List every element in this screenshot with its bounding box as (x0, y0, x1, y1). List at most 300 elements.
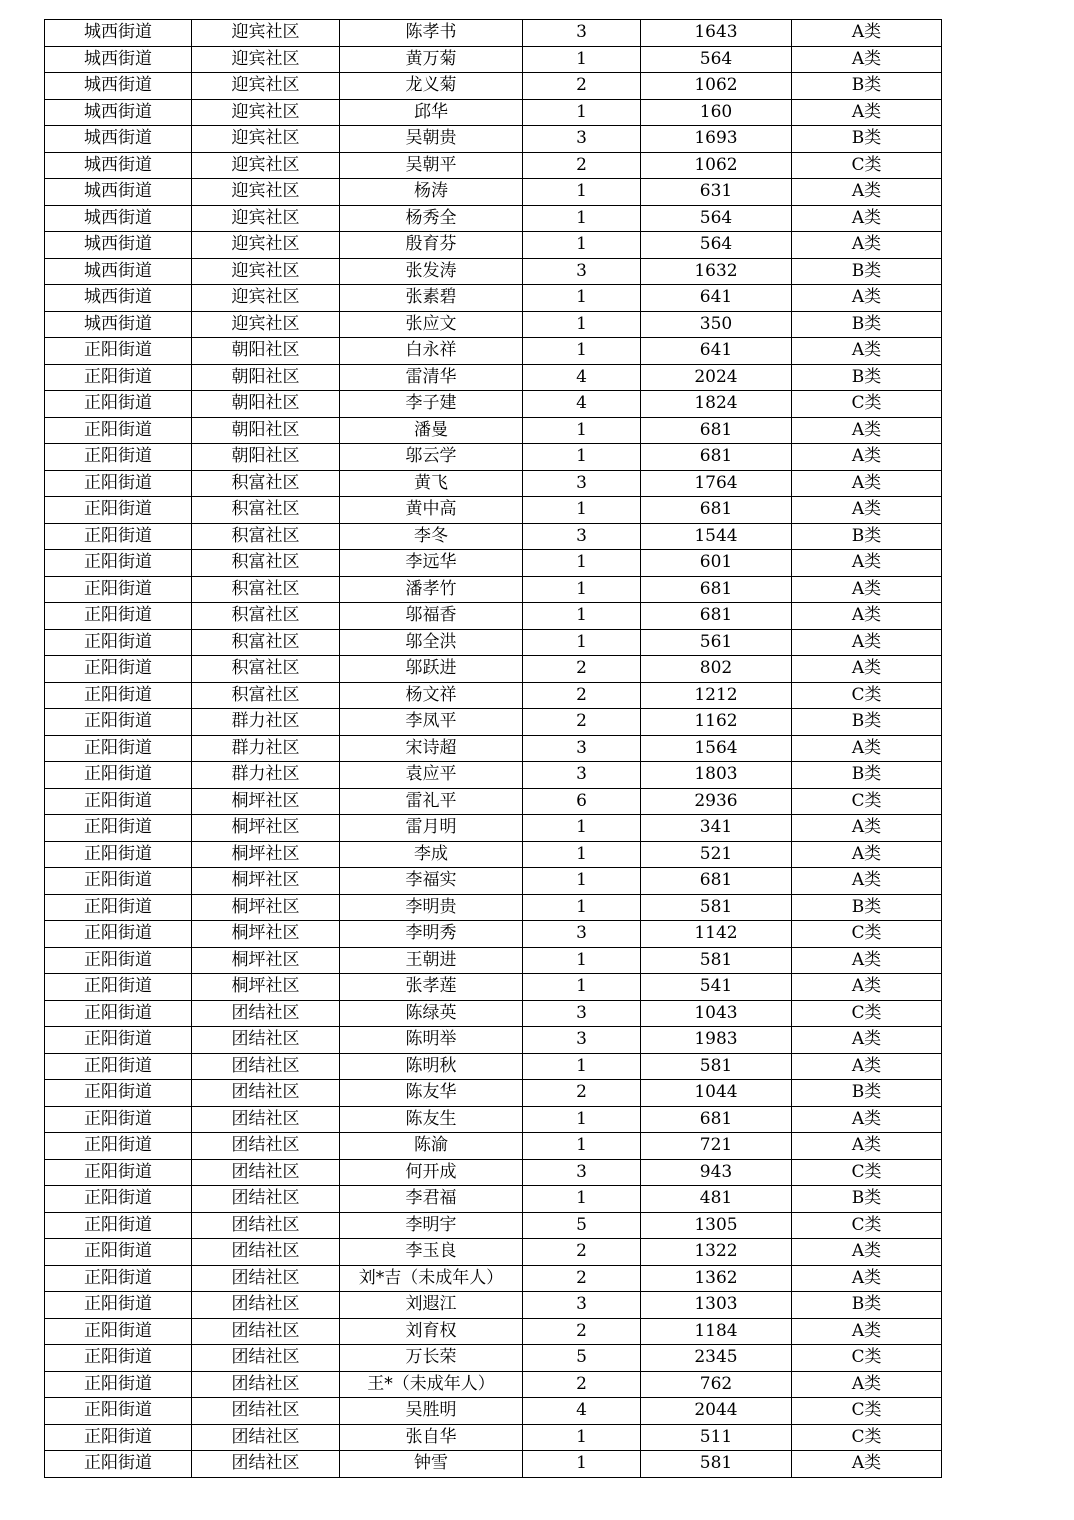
community-cell: 群力社区 (192, 735, 340, 762)
street-cell: 正阳街道 (45, 523, 192, 550)
amount-cell: 1212 (641, 682, 792, 709)
table-row (45, 1451, 942, 1478)
street-cell: 城西街道 (45, 20, 192, 47)
community-cell: 朝阳社区 (192, 444, 340, 471)
household-count-cell: 1 (523, 841, 641, 868)
household-count-cell: 1 (523, 974, 641, 1001)
street-cell: 正阳街道 (45, 1424, 192, 1451)
amount-cell: 681 (641, 497, 792, 524)
name-cell: 刘育权 (340, 1318, 523, 1345)
name-cell: 雷礼平 (340, 788, 523, 815)
household-count-cell: 1 (523, 894, 641, 921)
household-count-cell: 1 (523, 205, 641, 232)
category-cell: B类 (792, 258, 942, 285)
table-row (45, 232, 942, 259)
household-count-cell: 1 (523, 46, 641, 73)
name-cell: 邬跃进 (340, 656, 523, 683)
category-cell: A类 (792, 338, 942, 365)
name-cell: 白永祥 (340, 338, 523, 365)
amount-cell: 1062 (641, 73, 792, 100)
category-cell: B类 (792, 126, 942, 153)
street-cell: 正阳街道 (45, 391, 192, 418)
name-cell: 刘遐江 (340, 1292, 523, 1319)
name-cell: 王*（未成年人） (340, 1371, 523, 1398)
household-count-cell: 3 (523, 1159, 641, 1186)
community-cell: 迎宾社区 (192, 73, 340, 100)
amount-cell: 601 (641, 550, 792, 577)
table-row (45, 470, 942, 497)
household-count-cell: 1 (523, 179, 641, 206)
category-cell: A类 (792, 1318, 942, 1345)
name-cell: 雷清华 (340, 364, 523, 391)
table-row (45, 709, 942, 736)
category-cell: B类 (792, 1292, 942, 1319)
table-row (45, 205, 942, 232)
community-cell: 团结社区 (192, 1133, 340, 1160)
amount-cell: 1184 (641, 1318, 792, 1345)
community-cell: 桐坪社区 (192, 841, 340, 868)
category-cell: A类 (792, 1133, 942, 1160)
amount-cell: 564 (641, 46, 792, 73)
household-count-cell: 1 (523, 815, 641, 842)
street-cell: 正阳街道 (45, 921, 192, 948)
name-cell: 邬云学 (340, 444, 523, 471)
household-count-cell: 3 (523, 1027, 641, 1054)
category-cell: B类 (792, 73, 942, 100)
name-cell: 王朝进 (340, 947, 523, 974)
category-cell: A类 (792, 1106, 942, 1133)
category-cell: C类 (792, 152, 942, 179)
street-cell: 正阳街道 (45, 682, 192, 709)
category-cell: B类 (792, 364, 942, 391)
household-count-cell: 1 (523, 417, 641, 444)
street-cell: 正阳街道 (45, 762, 192, 789)
household-count-cell: 1 (523, 1186, 641, 1213)
amount-cell: 681 (641, 417, 792, 444)
category-cell: A类 (792, 868, 942, 895)
community-cell: 积富社区 (192, 497, 340, 524)
community-cell: 团结社区 (192, 1027, 340, 1054)
community-cell: 迎宾社区 (192, 99, 340, 126)
community-cell: 迎宾社区 (192, 258, 340, 285)
street-cell: 城西街道 (45, 46, 192, 73)
household-count-cell: 6 (523, 788, 641, 815)
household-count-cell: 1 (523, 444, 641, 471)
name-cell: 李冬 (340, 523, 523, 550)
category-cell: B类 (792, 709, 942, 736)
street-cell: 正阳街道 (45, 629, 192, 656)
household-count-cell: 1 (523, 1106, 641, 1133)
street-cell: 正阳街道 (45, 603, 192, 630)
amount-cell: 943 (641, 1159, 792, 1186)
amount-cell: 681 (641, 603, 792, 630)
community-cell: 团结社区 (192, 1186, 340, 1213)
table-row (45, 1080, 942, 1107)
household-count-cell: 1 (523, 99, 641, 126)
street-cell: 正阳街道 (45, 1318, 192, 1345)
category-cell: C类 (792, 788, 942, 815)
amount-cell: 762 (641, 1371, 792, 1398)
community-cell: 团结社区 (192, 1371, 340, 1398)
household-count-cell: 2 (523, 709, 641, 736)
household-count-cell: 3 (523, 735, 641, 762)
amount-cell: 1044 (641, 1080, 792, 1107)
name-cell: 陈孝书 (340, 20, 523, 47)
household-count-cell: 1 (523, 603, 641, 630)
household-count-cell: 2 (523, 656, 641, 683)
amount-cell: 160 (641, 99, 792, 126)
household-count-cell: 4 (523, 1398, 641, 1425)
table-row (45, 364, 942, 391)
name-cell: 张发涛 (340, 258, 523, 285)
amount-cell: 681 (641, 1106, 792, 1133)
table-row (45, 152, 942, 179)
amount-cell: 581 (641, 894, 792, 921)
category-cell: A类 (792, 99, 942, 126)
street-cell: 正阳街道 (45, 1292, 192, 1319)
category-cell: A类 (792, 815, 942, 842)
street-cell: 正阳街道 (45, 974, 192, 1001)
name-cell: 万长荣 (340, 1345, 523, 1372)
category-cell: A类 (792, 417, 942, 444)
name-cell: 潘孝竹 (340, 576, 523, 603)
category-cell: C类 (792, 1398, 942, 1425)
name-cell: 杨涛 (340, 179, 523, 206)
street-cell: 城西街道 (45, 99, 192, 126)
street-cell: 正阳街道 (45, 1133, 192, 1160)
street-cell: 正阳街道 (45, 550, 192, 577)
category-cell: B类 (792, 523, 942, 550)
name-cell: 李明宇 (340, 1212, 523, 1239)
community-cell: 团结社区 (192, 1053, 340, 1080)
name-cell: 龙义菊 (340, 73, 523, 100)
category-cell: C类 (792, 1212, 942, 1239)
table-row (45, 417, 942, 444)
name-cell: 刘*吉（未成年人） (340, 1265, 523, 1292)
community-cell: 迎宾社区 (192, 126, 340, 153)
street-cell: 正阳街道 (45, 1106, 192, 1133)
table-row (45, 603, 942, 630)
household-count-cell: 2 (523, 1239, 641, 1266)
category-cell: A类 (792, 947, 942, 974)
table-row (45, 762, 942, 789)
amount-cell: 1142 (641, 921, 792, 948)
street-cell: 正阳街道 (45, 735, 192, 762)
category-cell: A类 (792, 656, 942, 683)
amount-cell: 641 (641, 338, 792, 365)
street-cell: 城西街道 (45, 179, 192, 206)
table-row (45, 46, 942, 73)
name-cell: 李远华 (340, 550, 523, 577)
name-cell: 陈渝 (340, 1133, 523, 1160)
name-cell: 张素碧 (340, 285, 523, 312)
community-cell: 桐坪社区 (192, 921, 340, 948)
category-cell: B类 (792, 894, 942, 921)
household-count-cell: 2 (523, 1371, 641, 1398)
amount-cell: 1062 (641, 152, 792, 179)
street-cell: 正阳街道 (45, 1239, 192, 1266)
household-count-cell: 3 (523, 470, 641, 497)
community-cell: 迎宾社区 (192, 20, 340, 47)
amount-cell: 1693 (641, 126, 792, 153)
name-cell: 李君福 (340, 1186, 523, 1213)
category-cell: B类 (792, 1186, 942, 1213)
community-cell: 积富社区 (192, 523, 340, 550)
name-cell: 李凤平 (340, 709, 523, 736)
street-cell: 正阳街道 (45, 709, 192, 736)
category-cell: A类 (792, 735, 942, 762)
name-cell: 黄万菊 (340, 46, 523, 73)
category-cell: A类 (792, 576, 942, 603)
table-row (45, 682, 942, 709)
amount-cell: 681 (641, 868, 792, 895)
amount-cell: 1362 (641, 1265, 792, 1292)
street-cell: 正阳街道 (45, 338, 192, 365)
table-row (45, 1318, 942, 1345)
amount-cell: 1764 (641, 470, 792, 497)
name-cell: 吴朝贵 (340, 126, 523, 153)
table-row (45, 1027, 942, 1054)
household-count-cell: 2 (523, 1318, 641, 1345)
name-cell: 李明秀 (340, 921, 523, 948)
household-count-cell: 3 (523, 1000, 641, 1027)
street-cell: 正阳街道 (45, 1080, 192, 1107)
category-cell: C类 (792, 1345, 942, 1372)
table-row (45, 311, 942, 338)
amount-cell: 1043 (641, 1000, 792, 1027)
community-cell: 迎宾社区 (192, 205, 340, 232)
amount-cell: 681 (641, 444, 792, 471)
table-row (45, 1398, 942, 1425)
name-cell: 宋诗超 (340, 735, 523, 762)
community-cell: 团结社区 (192, 1000, 340, 1027)
street-cell: 正阳街道 (45, 1027, 192, 1054)
amount-cell: 581 (641, 947, 792, 974)
community-cell: 朝阳社区 (192, 338, 340, 365)
household-count-cell: 2 (523, 73, 641, 100)
community-cell: 团结社区 (192, 1212, 340, 1239)
street-cell: 正阳街道 (45, 1159, 192, 1186)
household-count-cell: 3 (523, 1292, 641, 1319)
category-cell: A类 (792, 550, 942, 577)
amount-cell: 1983 (641, 1027, 792, 1054)
table-row (45, 444, 942, 471)
category-cell: A类 (792, 629, 942, 656)
category-cell: C类 (792, 391, 942, 418)
name-cell: 杨秀全 (340, 205, 523, 232)
category-cell: A类 (792, 470, 942, 497)
table-row (45, 1106, 942, 1133)
name-cell: 陈友生 (340, 1106, 523, 1133)
name-cell: 邬全洪 (340, 629, 523, 656)
household-count-cell: 1 (523, 629, 641, 656)
household-count-cell: 1 (523, 1133, 641, 1160)
table-row (45, 841, 942, 868)
household-count-cell: 1 (523, 338, 641, 365)
household-count-cell: 3 (523, 126, 641, 153)
category-cell: A类 (792, 1265, 942, 1292)
table-row (45, 497, 942, 524)
name-cell: 吴朝平 (340, 152, 523, 179)
street-cell: 正阳街道 (45, 841, 192, 868)
category-cell: C类 (792, 1000, 942, 1027)
community-cell: 桐坪社区 (192, 788, 340, 815)
amount-cell: 564 (641, 232, 792, 259)
community-cell: 积富社区 (192, 550, 340, 577)
category-cell: A类 (792, 1239, 942, 1266)
category-cell: A类 (792, 179, 942, 206)
name-cell: 李明贵 (340, 894, 523, 921)
community-cell: 团结社区 (192, 1106, 340, 1133)
amount-cell: 1803 (641, 762, 792, 789)
table-row (45, 947, 942, 974)
household-count-cell: 3 (523, 20, 641, 47)
category-cell: B类 (792, 762, 942, 789)
community-cell: 迎宾社区 (192, 152, 340, 179)
table-row (45, 285, 942, 312)
table-row (45, 1186, 942, 1213)
name-cell: 潘曼 (340, 417, 523, 444)
table-row (45, 126, 942, 153)
street-cell: 正阳街道 (45, 788, 192, 815)
amount-cell: 341 (641, 815, 792, 842)
name-cell: 陈明举 (340, 1027, 523, 1054)
community-cell: 团结社区 (192, 1239, 340, 1266)
street-cell: 正阳街道 (45, 1053, 192, 1080)
table-row (45, 99, 942, 126)
amount-cell: 1544 (641, 523, 792, 550)
category-cell: B类 (792, 1080, 942, 1107)
community-cell: 积富社区 (192, 603, 340, 630)
table-row (45, 1133, 942, 1160)
table-row (45, 629, 942, 656)
name-cell: 邱华 (340, 99, 523, 126)
table-row (45, 1159, 942, 1186)
amount-cell: 2024 (641, 364, 792, 391)
community-cell: 团结社区 (192, 1265, 340, 1292)
amount-cell: 681 (641, 576, 792, 603)
community-cell: 朝阳社区 (192, 391, 340, 418)
household-count-cell: 1 (523, 232, 641, 259)
household-count-cell: 5 (523, 1345, 641, 1372)
community-cell: 迎宾社区 (192, 285, 340, 312)
amount-cell: 561 (641, 629, 792, 656)
community-cell: 迎宾社区 (192, 311, 340, 338)
name-cell: 钟雪 (340, 1451, 523, 1478)
street-cell: 正阳街道 (45, 1451, 192, 1478)
category-cell: B类 (792, 311, 942, 338)
name-cell: 李福实 (340, 868, 523, 895)
amount-cell: 511 (641, 1424, 792, 1451)
community-cell: 群力社区 (192, 762, 340, 789)
table-row (45, 550, 942, 577)
community-cell: 朝阳社区 (192, 364, 340, 391)
category-cell: C类 (792, 1424, 942, 1451)
amount-cell: 1643 (641, 20, 792, 47)
household-count-cell: 5 (523, 1212, 641, 1239)
table-row (45, 20, 942, 47)
category-cell: A类 (792, 974, 942, 1001)
household-count-cell: 3 (523, 258, 641, 285)
table-row (45, 391, 942, 418)
street-cell: 正阳街道 (45, 815, 192, 842)
household-count-cell: 1 (523, 868, 641, 895)
household-count-cell: 1 (523, 1424, 641, 1451)
amount-cell: 721 (641, 1133, 792, 1160)
name-cell: 杨文祥 (340, 682, 523, 709)
category-cell: C类 (792, 682, 942, 709)
category-cell: C类 (792, 921, 942, 948)
data-table (44, 19, 942, 1478)
community-cell: 团结社区 (192, 1080, 340, 1107)
amount-cell: 802 (641, 656, 792, 683)
amount-cell: 481 (641, 1186, 792, 1213)
street-cell: 正阳街道 (45, 1398, 192, 1425)
amount-cell: 1632 (641, 258, 792, 285)
household-count-cell: 1 (523, 947, 641, 974)
table-row (45, 523, 942, 550)
community-cell: 桐坪社区 (192, 974, 340, 1001)
amount-cell: 631 (641, 179, 792, 206)
amount-cell: 541 (641, 974, 792, 1001)
household-count-cell: 2 (523, 152, 641, 179)
table-row (45, 788, 942, 815)
street-cell: 正阳街道 (45, 576, 192, 603)
category-cell: A类 (792, 205, 942, 232)
name-cell: 李成 (340, 841, 523, 868)
table-row (45, 179, 942, 206)
street-cell: 正阳街道 (45, 444, 192, 471)
household-count-cell: 1 (523, 285, 641, 312)
name-cell: 李子建 (340, 391, 523, 418)
amount-cell: 350 (641, 311, 792, 338)
household-count-cell: 1 (523, 576, 641, 603)
category-cell: A类 (792, 232, 942, 259)
community-cell: 桐坪社区 (192, 947, 340, 974)
category-cell: A类 (792, 1451, 942, 1478)
category-cell: A类 (792, 444, 942, 471)
street-cell: 正阳街道 (45, 1212, 192, 1239)
household-count-cell: 3 (523, 921, 641, 948)
amount-cell: 1162 (641, 709, 792, 736)
name-cell: 李玉良 (340, 1239, 523, 1266)
name-cell: 邬福香 (340, 603, 523, 630)
household-count-cell: 3 (523, 523, 641, 550)
table-row (45, 974, 942, 1001)
table-row (45, 868, 942, 895)
street-cell: 城西街道 (45, 232, 192, 259)
category-cell: A类 (792, 20, 942, 47)
community-cell: 积富社区 (192, 629, 340, 656)
community-cell: 团结社区 (192, 1398, 340, 1425)
table-row (45, 258, 942, 285)
household-count-cell: 2 (523, 1080, 641, 1107)
household-count-cell: 4 (523, 391, 641, 418)
category-cell: A类 (792, 841, 942, 868)
name-cell: 吴胜明 (340, 1398, 523, 1425)
amount-cell: 1824 (641, 391, 792, 418)
household-count-cell: 1 (523, 311, 641, 338)
community-cell: 团结社区 (192, 1451, 340, 1478)
amount-cell: 581 (641, 1053, 792, 1080)
household-count-cell: 1 (523, 1053, 641, 1080)
community-cell: 积富社区 (192, 656, 340, 683)
name-cell: 黄飞 (340, 470, 523, 497)
household-count-cell: 2 (523, 1265, 641, 1292)
street-cell: 正阳街道 (45, 1000, 192, 1027)
name-cell: 殷育芬 (340, 232, 523, 259)
amount-cell: 581 (641, 1451, 792, 1478)
